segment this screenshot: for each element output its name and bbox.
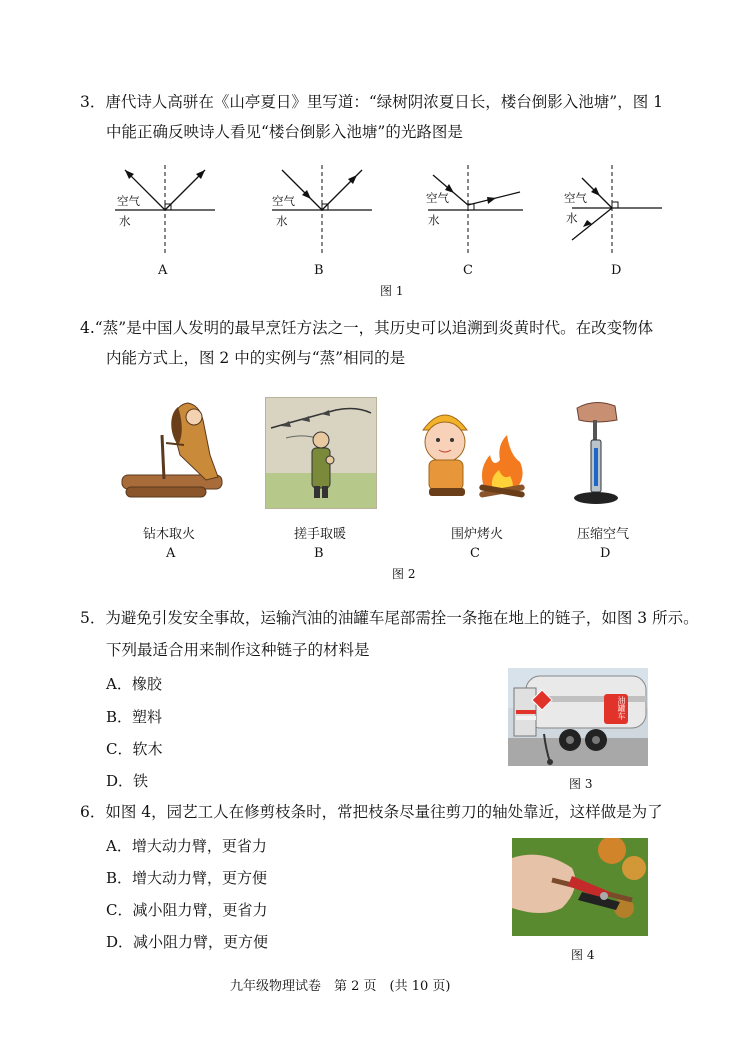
label-air: 空气: [564, 191, 587, 205]
q6-option-d-letter: D．: [106, 933, 134, 951]
q5-stem-line2: 下列最适合用来制作这种链子的材料是: [106, 641, 370, 659]
ray-diagram-c: [418, 160, 538, 260]
figure-4-caption: 图 4: [571, 948, 595, 962]
rubbing-hands-illustration: [265, 397, 377, 509]
fig2-caption-c: 围炉烤火: [451, 527, 504, 542]
q5-option-a: [106, 673, 162, 694]
q5-option-b: [106, 706, 162, 727]
q5-option-c-letter: C．: [106, 740, 133, 758]
air-pump-illustration: [565, 398, 645, 508]
q3-stem-line1: [80, 92, 663, 112]
q5-option-b-letter: B．: [106, 708, 133, 726]
drill-wood-illustration: [118, 395, 228, 505]
label-air: 空气: [117, 194, 140, 208]
q3-stem-line2: 中能正确反映诗人看见“楼台倒影入池塘”的光路图是: [106, 123, 463, 141]
q5-stem-line1: [80, 608, 699, 628]
ray-diagram-b-svg: [262, 160, 382, 260]
q6-option-c-text: 减小阻力臂，更省力: [132, 901, 268, 919]
label-water: 水: [119, 214, 131, 228]
label-water: 水: [276, 214, 288, 228]
fig2-letter-d: D: [600, 546, 611, 561]
page-footer: 九年级物理试卷 第 2 页 (共 10 页): [230, 979, 451, 994]
campfire-svg: [415, 400, 530, 505]
q5-option-c-text: 软木: [132, 740, 163, 758]
label-water: 水: [566, 211, 578, 225]
q3-number: 3．: [80, 93, 106, 111]
q5-option-d: [106, 770, 148, 791]
q6-option-c: [106, 899, 268, 920]
q5-number: 5．: [80, 609, 106, 627]
q6-option-d: [106, 931, 268, 952]
q4-number: 4.: [80, 319, 95, 337]
q6-option-c-letter: C．: [106, 901, 133, 919]
fig2-caption-a: 钻木取火: [143, 527, 196, 542]
q5-option-d-letter: D．: [106, 772, 134, 790]
q6-option-b: [106, 867, 267, 888]
label-water: 水: [428, 213, 440, 227]
ray-diagram-d: [562, 160, 682, 260]
q5-text-line1: 为避免引发安全事故，运输汽油的油罐车尾部需拴一条拖在地上的链子，如图 3 所示。: [105, 609, 699, 627]
fig2-caption-b: 搓手取暖: [294, 527, 347, 542]
q6-stem-line1: [80, 802, 663, 822]
q4-stem-line1: [80, 318, 653, 338]
air-pump-svg: [565, 398, 645, 508]
tank-truck-photo: [508, 668, 648, 766]
q4-stem-line2: 内能方式上，图 2 中的实例与“蒸”相同的是: [106, 349, 406, 367]
drill-wood-svg: [118, 395, 228, 505]
q6-text-line1: 如图 4，园艺工人在修剪枝条时，常把枝条尽量往剪刀的轴处靠近，这样做是为了: [105, 803, 663, 821]
figure-2-caption: 图 2: [392, 567, 416, 581]
figure-1-caption: 图 1: [380, 284, 404, 298]
q5-option-d-text: 铁: [133, 772, 149, 790]
q5-option-c: [106, 738, 163, 759]
pruning-svg: [512, 838, 648, 936]
fig2-caption-d: 压缩空气: [577, 527, 630, 542]
option-a-label: A: [158, 263, 168, 278]
ray-diagram-a-svg: [105, 160, 225, 260]
q6-option-d-text: 减小阻力臂，更方便: [133, 933, 269, 951]
q5-option-a-letter: A．: [106, 675, 132, 693]
ray-diagram-b: [262, 160, 382, 260]
q6-option-b-letter: B．: [106, 869, 133, 887]
tank-truck-svg: [508, 668, 648, 766]
q6-option-a-text: 增大动力臂，更省力: [131, 837, 267, 855]
fig2-letter-c: C: [470, 546, 480, 561]
option-b-label: B: [314, 263, 324, 278]
q5-option-b-text: 塑料: [132, 708, 163, 726]
fig2-letter-a: A: [166, 546, 176, 561]
q6-option-a: [106, 835, 267, 856]
q4-text-line1: “蒸”是中国人发明的最早烹饪方法之一，其历史可以追溯到炎黄时代。在改变物体: [94, 319, 654, 337]
ray-diagram-a: [105, 160, 225, 260]
label-air: 空气: [426, 191, 449, 205]
truck-text: 油罐车: [617, 696, 626, 720]
label-air: 空气: [272, 194, 295, 208]
fig2-letter-b: B: [314, 546, 324, 561]
q6-number: 6．: [80, 803, 106, 821]
option-d-label: D: [611, 263, 622, 278]
ray-diagram-c-svg: [418, 160, 538, 260]
ray-diagram-d-svg: [562, 160, 682, 260]
q3-text-line1: 唐代诗人高骈在《山亭夏日》里写道：“绿树阴浓夏日长，楼台倒影入池塘”，图 1: [105, 93, 664, 111]
q6-option-a-letter: A．: [106, 837, 132, 855]
rubbing-hands-svg: [266, 398, 376, 508]
figure-3-caption: 图 3: [569, 777, 593, 791]
q5-option-a-text: 橡胶: [131, 675, 162, 693]
campfire-illustration: [415, 400, 530, 505]
pruning-photo: [512, 838, 648, 936]
option-c-label: C: [463, 263, 473, 278]
q6-option-b-text: 增大动力臂，更方便: [132, 869, 268, 887]
